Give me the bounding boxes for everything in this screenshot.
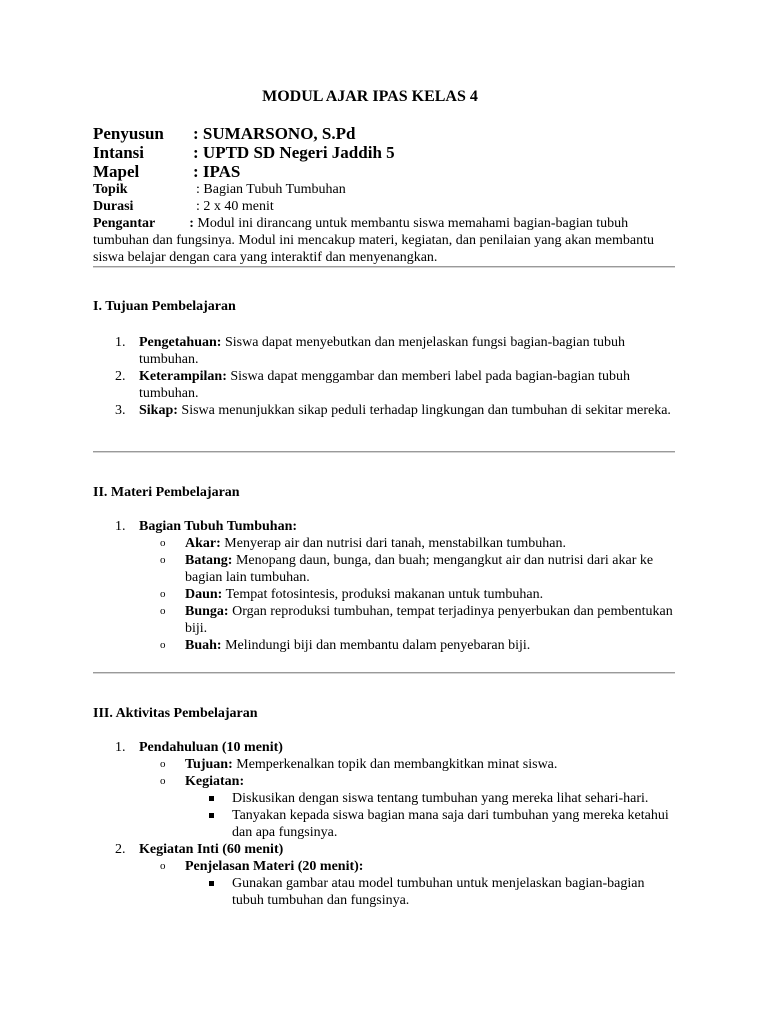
sub-item-akar bbox=[93, 535, 678, 552]
module-info bbox=[93, 124, 683, 266]
section-heading-tujuan: I. Tujuan Pembelajaran bbox=[93, 299, 236, 314]
sub-item-label: Kegiatan: bbox=[185, 774, 245, 789]
tujuan-list bbox=[93, 334, 678, 419]
penjelasan-text: Gunakan gambar atau model tumbuhan untuk menjelaskan bagian-bagian tubuh tumbuhan dan fungsinya. bbox=[232, 876, 645, 908]
intansi-row bbox=[93, 143, 683, 162]
pengantar-text: Modul ini dirancang untuk membantu siswa memahami bagian-bagian tubuh tumbuhan dan fungsinya. Modul ini mencakup materi, kegiatan, dan penilaian yang akan membantu siswa belajar dengan cara yang interaktif dan menyenangkan. bbox=[93, 216, 655, 265]
pengantar-colon: : bbox=[189, 216, 194, 231]
circle-bullet-icon: o bbox=[160, 605, 166, 617]
circle-bullet-icon: o bbox=[160, 588, 166, 600]
penyusun-value: : SUMARSONO, S.Pd bbox=[193, 124, 356, 143]
list-item bbox=[93, 368, 678, 402]
circle-bullet-icon: o bbox=[160, 537, 166, 549]
circle-bullet-icon: o bbox=[160, 860, 166, 872]
item-number: 1. bbox=[115, 519, 126, 534]
sub-item-text: Menyerap air dan nutrisi dari tanah, menstabilkan tumbuhan. bbox=[224, 536, 567, 551]
sub-item-text: Organ reproduksi tumbuhan, tempat terjadinya penyerbukan dan pembentukan biji. bbox=[185, 604, 673, 636]
square-bullet-icon bbox=[209, 881, 214, 886]
item-label: Kegiatan Inti (60 menit) bbox=[139, 842, 284, 857]
sub-item-text: Melindungi biji dan membantu dalam penyebaran biji. bbox=[225, 638, 531, 653]
mapel-value: : IPAS bbox=[193, 162, 241, 181]
item-number: 3. bbox=[115, 403, 126, 418]
sub-item-label: Batang: bbox=[185, 553, 233, 568]
sub-item-daun bbox=[93, 586, 678, 603]
sub-item-label: Bunga: bbox=[185, 604, 229, 619]
circle-bullet-icon: o bbox=[160, 554, 166, 566]
sub-item-buah bbox=[93, 637, 678, 654]
square-bullet-icon bbox=[209, 796, 214, 801]
sub-item-penjelasan bbox=[93, 858, 678, 875]
pengantar-label: Pengantar bbox=[93, 216, 156, 231]
item-text: Siswa dapat menggambar dan memberi label pada bagian-bagian tubuh tumbuhan. bbox=[139, 369, 631, 401]
topik-label: Topik bbox=[93, 182, 128, 197]
square-bullet-icon bbox=[209, 813, 214, 818]
item-label: Sikap: bbox=[139, 403, 178, 418]
item-label: Keterampilan: bbox=[139, 369, 227, 384]
item-label: Pengetahuan: bbox=[139, 335, 222, 350]
sub-item-kegiatan bbox=[93, 773, 678, 790]
penyusun-row bbox=[93, 124, 683, 143]
kegiatan-text: Diskusikan dengan siswa tentang tumbuhan yang mereka lihat sehari-hari. bbox=[232, 791, 649, 806]
sub-item-label: Penjelasan Materi (20 menit): bbox=[185, 859, 364, 874]
mapel-row bbox=[93, 162, 683, 181]
sub-item-label: Buah: bbox=[185, 638, 222, 653]
item-number: 2. bbox=[115, 369, 126, 384]
sub-item-bunga bbox=[93, 603, 678, 637]
item-text: Siswa dapat menyebutkan dan menjelaskan fungsi bagian-bagian tubuh tumbuhan. bbox=[139, 335, 626, 367]
divider bbox=[93, 672, 675, 674]
section-heading-aktivitas: III. Aktivitas Pembelajaran bbox=[93, 706, 258, 721]
item-label: Bagian Tubuh Tumbuhan: bbox=[139, 519, 298, 534]
durasi-value: : 2 x 40 menit bbox=[196, 199, 274, 214]
aktivitas-list bbox=[93, 739, 678, 909]
list-item bbox=[93, 334, 678, 368]
item-number: 1. bbox=[115, 335, 126, 350]
section-heading-materi: II. Materi Pembelajaran bbox=[93, 485, 240, 500]
divider bbox=[93, 266, 675, 268]
pengantar-paragraph bbox=[93, 215, 683, 266]
list-item bbox=[93, 402, 678, 419]
list-item bbox=[93, 739, 678, 756]
item-label: Pendahuluan (10 menit) bbox=[139, 740, 283, 755]
topik-row bbox=[93, 181, 683, 198]
circle-bullet-icon: o bbox=[160, 758, 166, 770]
item-text: Siswa menunjukkan sikap peduli terhadap lingkungan dan tumbuhan di sekitar mereka. bbox=[181, 403, 671, 418]
durasi-label: Durasi bbox=[93, 199, 134, 214]
list-item bbox=[93, 841, 678, 858]
kegiatan-text: Tanyakan kepada siswa bagian mana saja dari tumbuhan yang mereka ketahui dan apa fungsinya. bbox=[232, 808, 669, 840]
penjelasan-item bbox=[93, 875, 678, 909]
sub-item-label: Akar: bbox=[185, 536, 221, 551]
sub-item-text: Tempat fotosintesis, produksi makanan untuk tumbuhan. bbox=[225, 587, 544, 602]
sub-item-tujuan bbox=[93, 756, 678, 773]
circle-bullet-icon: o bbox=[160, 775, 166, 787]
intansi-label: Intansi bbox=[93, 143, 145, 162]
document-title: MODUL AJAR IPAS KELAS 4 bbox=[262, 88, 478, 105]
item-number: 2. bbox=[115, 842, 126, 857]
materi-list bbox=[93, 518, 678, 654]
sub-item-batang bbox=[93, 552, 678, 586]
circle-bullet-icon: o bbox=[160, 639, 166, 651]
sub-item-text: Memperkenalkan topik dan membangkitkan minat siswa. bbox=[236, 757, 558, 772]
item-number: 1. bbox=[115, 740, 126, 755]
sub-item-label: Daun: bbox=[185, 587, 223, 602]
list-item bbox=[93, 518, 678, 535]
mapel-label: Mapel bbox=[93, 162, 140, 181]
intansi-value: : UPTD SD Negeri Jaddih 5 bbox=[193, 143, 395, 162]
sub-item-label: Tujuan: bbox=[185, 757, 233, 772]
durasi-row bbox=[93, 198, 683, 215]
topik-value: : Bagian Tubuh Tumbuhan bbox=[196, 182, 346, 197]
penyusun-label: Penyusun bbox=[93, 124, 164, 143]
kegiatan-item bbox=[93, 790, 678, 807]
divider bbox=[93, 451, 675, 453]
sub-item-text: Menopang daun, bunga, dan buah; mengangkut air dan nutrisi dari akar ke bagian lain tumbuhan. bbox=[185, 553, 654, 585]
kegiatan-item bbox=[93, 807, 678, 841]
